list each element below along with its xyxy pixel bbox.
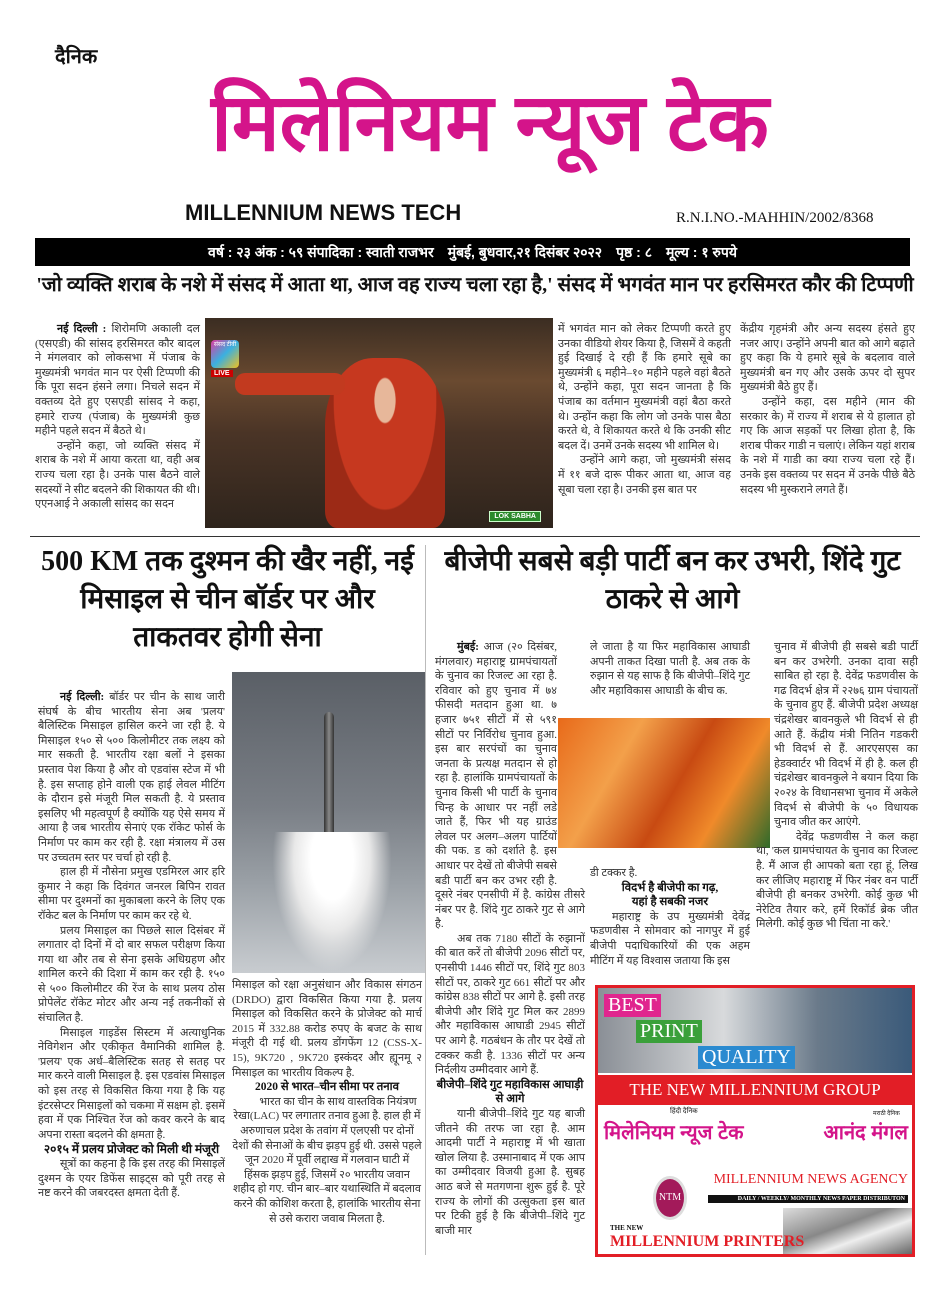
ad-print: PRINT (636, 1020, 702, 1043)
paragraph: महाराष्ट्र के उप मुख्यमंत्री देवेंद्र फडणवीस ने सोमवार को नागपुर में हुई बीजेपी पदाधिकारियों की एक अहम मीटिंग में यह विश्वास जताया कि इस (590, 910, 750, 967)
paragraph: भारत का चीन के साथ वास्तविक नियंत्रण रेखा(LAC) पर लगातार तनाव हुआ है. हाल ही में अरुणाचल प्रदेश के तवांग में एलएसी पर दोनों देशों की सेनाओं के बीच झड़प हुई थी. उससे पहले जून 2020 में पूर्वी लद्दाख में गलवान घाटी में हिंसक झड़प हुई, जिसमें २० भारतीय जवान शहीद हो गए. चीन बार–बार यथास्थिति में बदलाव करने की कोशिश करता है, हालांकि भारतीय सेना से उसे करारा जवाब मिलता है. (232, 1095, 422, 1225)
live-badge: LIVE (211, 370, 233, 377)
ad-paper1: मिलेनियम न्यूज टेक (604, 1122, 744, 1144)
story2-col1 (38, 690, 225, 1201)
ad-quality: QUALITY (698, 1046, 795, 1069)
subheading: बीजेपी–शिंदे गुट महाविकास आघाड़ी से आगे (436, 1078, 584, 1106)
divider (30, 536, 920, 537)
parliament-photo (205, 318, 553, 528)
paragraph: चुनाव में बीजेपी ही सबसे बडी पार्टी बन कर उभरेगी. उनका दावा सही साबित हो रहा है. देवेंद्र फडणवीस के गढ विदर्भ क्षेत्र में २२७६ ग्राम पंचायतों के चुनाव हुए हैं. बीजेपी प्रदेश अध्यक्ष चंद्रशेखर बावनकुले भी विदर्भ से ही आते हैं. केंद्रीय मंत्री नितिन गडकरी भी विदर्भ से हैं. आरएसएस का हेडक्वार्टर भी विदर्भ में ही है. कल ही चंद्रशेखर बावनकुले ने बयान दिया कि २०२४ के विधानसभा चुनाव में अकेले विदर्भ से बीजेपी के ५० विधायक चुनाव जीत कर आएंगे. (774, 641, 918, 829)
story1-col1 (35, 322, 200, 512)
volume-editor: वर्ष : २३ अंक : ५९ संपादिका : स्वाती राजभर (208, 243, 434, 260)
paragraph: उन्होंने आगे कहा, जो मुख्यमंत्री संसद में ११ बजे दारू पीकर आता था, आज वह सूबा चला रहा है। उनकी इस बात पर (558, 454, 731, 496)
paragraph: बॉर्डर पर चीन के साथ जारी संघर्ष के बीच भारतीय सेना अब 'प्रलय' बैलिस्टिक मिसाइल हासिल करने जा रही है. ये मिसाइल १५० से ५०० किलोमीटर तक लक्ष्य को मार सकती है. भारतीय रक्षा बलों ने इसका प्रस्ताव पेश किया है और वो एडवांस स्टेज में भी है. इस सप्ताह होने वाली एक हाई लेवल मीटिंग के दौरान इसे मंजूरी मिल सकती है. ये प्रस्ताव इसलिए भी महत्वपूर्ण है क्योंकि यह ऐसे समय में आया है जब भारतीय सेनाएं एक रॉकेट फोर्स के निर्माण पर काम कर रही है. रक्षा मंत्रालय में उस पर उच्चतम स्तर पर चर्चा हो रही है. (38, 691, 225, 864)
dateline: नई दिल्ली : (57, 323, 107, 335)
ad-marathi-daily: मराठी दैनिक (873, 1111, 900, 1117)
ad-group-name: THE NEW MILLENNIUM GROUP (598, 1075, 912, 1105)
page-number: पृष्ठ : ८ (616, 243, 652, 260)
dateline: नई दिल्ली: (60, 691, 105, 703)
paragraph: देवेंद्र फडणवीस ने कल कहा था, 'कल ग्रामपंचायत के चुनाव का रिजल्ट है. मैं आज ही आपको बता रहा हूं, लिख कर लीजिए महाराष्ट्र में फिर नंबर वन पार्टी बीजेपी ही बनकर उभरेगी. कोई कुछ भी नेरेटिव तैयार करे, हमें रिकॉर्ड ब्रेक जीत मिलेगी. कोई कुछ भी चिंता ना करे.' (756, 830, 918, 931)
smoke-plume (272, 832, 392, 972)
story3-col2-top (590, 640, 750, 698)
divider (425, 545, 426, 1255)
missile (324, 712, 334, 832)
image-wrap-spacer (756, 700, 774, 835)
paragraph: आज (२० दिसंबर, मंगलवार) महाराष्ट्र ग्रामपंचायतों के चुनाव का रिजल्ट आ रहा है. रविवार को हुए चुनाव में ७४ फीसदी मतदान हुआ था. ७ हजार ७५१ सीटों में से ५९१ सीटों पर निर्विरोध चुनाव हुआ. इस बार सरपंचों का चुनाव जनता के प्रत्यक्ष मतदान से हो रहा है. हालांकि ग्रामपंचायतों के चुनाव किसी भी पार्टी के चुनाव चिन्ह के आधार पर नहीं लडे जाते हैं, फिर भी यह ग्राउंड लेवल पर अलग–अलग पार्टियों की पक. ड को दर्शाते है. इस आधार पर देखें तो बीजेपी सबसे बडी पार्टी बन कर उभर रही है. दूसरे नंबर एनसीपी में है. कांग्रेस तीसरे नंबर पर है. शिंदे गुट ठाकरे गुट से आगे है. (435, 641, 585, 931)
channel-logo: संसद टीवी (211, 340, 239, 368)
story2-col2 (232, 978, 422, 1226)
paragraph: अब तक 7180 सीटों के रुझानों की बात करें तो बीजेपी 2096 सीटों पर, एनसीपी 1446 सीटों पर, शिंदे गुट 803 सीटों पर, ठाकरे गुट 661 सीटों पर और कांग्रेस 838 सीटों पर आगे है. इसी तरह बीजेपी और शिंदे गुट मिल कर 2899 और महाविकास आघाडी 2945 सीटों पर आगे है. गठबंधन के तौर पर देखें तो टक्कर कडी है. 1336 सीटों पर अन्य निर्दलीय उम्मीदवार आगे हैं. (435, 932, 585, 1077)
paragraph: उन्होंने कहा, दस महीने (मान की सरकार के) में राज्य में शराब से ये हालात हो गए कि आज सड़कों पर लिखा होता है, कि शराब पीकर गाडी न चलाएं। लेकिन यहां शराब के नशे में गाडी का क्या राज्य चला रहे हैं। उनके इस वक्तव्य पर सदन में उनके पीछे बैठे सदस्य भी मुस्कराने लगते हैं। (740, 395, 915, 496)
ad-printers: MILLENNIUM PRINTERS (610, 1233, 805, 1250)
dateline: मुंबई: (457, 641, 479, 653)
story2-headline: 500 KM तक दुश्मन की खैर नहीं, नई मिसाइल से चीन बॉर्डर पर और ताकतवर होगी सेना (41, 546, 414, 653)
story1-col2 (558, 322, 731, 497)
millennium-group-advertisement[interactable] (595, 985, 915, 1257)
ad-best: BEST (604, 994, 661, 1017)
paragraph: हाल ही में नौसेना प्रमुख एडमिरल आर हरि कुमार ने कहा कि दिवंगत जनरल बिपिन रावत सीमा पर दुश्मनों का मुकाबला करने के लिए एक रॉकेट बल के निर्माण पर काम कर रहे थे. (38, 866, 225, 922)
subheading: विदर्भ है बीजेपी का गढ़, (621, 881, 719, 894)
paragraph: प्रलय मिसाइल का पिछले साल दिसंबर में लगातार दो दिनों में दो बार सफल परीक्षण किया गया था और तब से सेना इसके अधिग्रहण और शामिल करने की दिशा में काम कर रही है. १५० से ५०० किलोमीटर की रेंज के साथ प्रलय ठोस प्रोपेलेंट रॉकेट मोटर और अन्य नई तकनीकों से संचालित है. (38, 924, 225, 1025)
subheading: २०१५ में प्रलय प्रोजेक्ट को मिली थी मंजूरी (43, 1142, 220, 1157)
paragraph: मिसाइल को रक्षा अनुसंधान और विकास संगठन (DRDO) द्वारा विकसित किया गया है. प्रलय मिसाइल को विकसित करने के प्रोजेक्ट को मार्च 2015 में 332.88 करोड रुपए के बजट के साथ मंजूरी दी गई थी. प्रलय डोंगफेंग 12 (CSS-X-15), 9K720 , 9K720 इस्कंदर और ह्यूनमू २ मिसाइल का भारतीय विकल्प है. (232, 979, 422, 1079)
paragraph: शिरोमणि अकाली दल (एसएडी) की सांसद हरसिमरत कौर बादल ने मंगलवार को लोकसभा में पंजाब के मुख्यमंत्री भगवंत मान पर ऐसी टिप्पणी की कि पूरा सदन हंसने लगा। निचले सदन में वक्तव्य देते हुए एसएडी सांसद ने कहा, हमारे राज्य (पंजाब) के मुख्यमंत्री कुछ महीने पहले सदन में बैठते थे। (35, 323, 200, 438)
paragraph: उन्होंने कहा, जो व्यक्ति संसद में शराब के नशे में आया करता था, वही अब राज्य चला रहा है। उनके पास बैठने वाले सदस्यों ने सीट बदलने की शिकायत की थी। एएनआई ने अकाली सांसद का सदन (35, 439, 200, 511)
paragraph: ले जाता है या फिर महाविकास आघाडी अपनी ताकत दिखा पाती है. अब तक के रुझान से यह साफ है कि बीजेपी–शिंदे गुट और महाविकास आघाडी के बीच क. (590, 641, 750, 697)
subheading: यहां है सबकी नजर (631, 896, 709, 909)
masthead-dainik: दैनिक (55, 46, 98, 68)
story3-col3 (756, 640, 918, 932)
story1-col3 (740, 322, 915, 497)
speaker-arm (235, 373, 345, 395)
lead-headline: 'जो व्यक्ति शराब के नशे में संसद में आता था, आज वह राज्य चला रहा है,' संसद में भगवंत मान पर हरसिमरत कौर की टिप्पणी (36, 274, 914, 296)
ad-paper2: आनंद मंगल (823, 1122, 908, 1144)
masthead-english-title: MILLENNIUM NEWS TECH (185, 200, 462, 225)
ad-the-new: THE NEW (610, 1224, 644, 1232)
price: मूल्य : १ रुपये (666, 243, 737, 260)
dateline: मुंबई, बुधवार,२१ दिसंबर २०२२ (447, 243, 603, 260)
rni-number: R.N.I.NO.-MAHHIN/2002/8368 (676, 210, 874, 226)
lok-sabha-tag: LOK SABHA (489, 511, 541, 522)
paragraph: केंद्रीय गृहमंत्री और अन्य सदस्य हंसते हुए नजर आए। उन्होंने अपनी बात को आगे बढ़ाते हुए कहा कि ये हमारे सूबे के बदलाव वाले मुख्यमंत्री बन गए और उसके ऊपर दो सुपर मुख्यमंत्री बैठे हुए हैं। (740, 323, 915, 394)
story3-col2-bottom (590, 866, 750, 968)
missile-launch-photo (232, 672, 425, 973)
story3-headline: बीजेपी सबसे बड़ी पार्टी बन कर उभरी, शिंदे गुट ठाकरे से आगे (444, 546, 901, 615)
paragraph: मिसाइल गाइडेंस सिस्टम में अत्याधुनिक नेविगेशन और एकीकृत वैमानिकी शामिल है. 'प्रलय' एक अर्ध–बैलिस्टिक सतह से सतह पर मार करने वाली मिसाइल है. इस एडवांस मिसाइल को इस तरह से विकसित किया गया है कि यह इंटरसेप्टर मिसाइलों को चकमा में सक्षम हो. इसमें हवा में एक निश्चित रेंज को कवर करने के बाद अपना रास्ता बदलने की क्षमता है. (38, 1026, 225, 1141)
bjp-rally-photo (558, 718, 770, 848)
paragraph: सूत्रों का कहना है कि इस तरह की मिसाइलें दुश्मन के एयर डिफेंस साइट्स को पूरी तरह से नष्ट करने की जबरदस्त क्षमता देती हैं. (38, 1158, 225, 1200)
ad-agency-sub: DAILY / WEEKLY/ MONTHLY NEWS PAPER DISTRIBUTON (708, 1195, 908, 1203)
paragraph: में भगवंत मान को लेकर टिप्पणी करते हुए उनका वीडियो शेयर किया है, जिसमें वे कहती हुई दिखाई दे रही हैं कि हमारे सूबे का मुख्यमंत्री ६ महीने–१० महीने पहले वहां बैठते थे, उन्होंने कहा, पूरा सदन जानता है कि पंजाब का वर्तमान मुख्यमंत्री वहां बैठा करते थे। उन्होंन कहा कि लोग जो उनके पास बैठा करते थे, वे शिकायत करते थे कि उनकी सीट बदल दें। उनमें उनके सदस्य भी शामिल थे। (558, 323, 731, 452)
info-bar (35, 238, 910, 266)
masthead-title: मिलेनियम न्यूज टेक (211, 78, 769, 167)
ad-agency: MILLENNIUM NEWS AGENCY (713, 1172, 908, 1187)
paragraph: डी टक्कर है. (590, 867, 638, 879)
subheading: 2020 से भारत–चीन सीमा पर तनाव (254, 1081, 400, 1094)
ad-hindi-daily: हिंदी दैनिक (670, 1107, 698, 1115)
paragraph: यानी बीजेपी–शिंदे गुट यह बाजी जीतने की तरफ जा रहा है. आम आदमी पार्टी ने महाराष्ट्र में भी खाता खोल लिया है. उस्मानाबाद में एक आप का उम्मीदवार विजयी हुआ है. सुबह आठ बजे से मतगणना शुरू हुई है. पूरे राज्य के लोगों की उत्सुकता इस बात पर टिकी हुई है कि बीजेपी–शिंदे गुट बाजी मार (435, 1108, 585, 1237)
ntm-seal-logo: NTM (653, 1176, 687, 1220)
